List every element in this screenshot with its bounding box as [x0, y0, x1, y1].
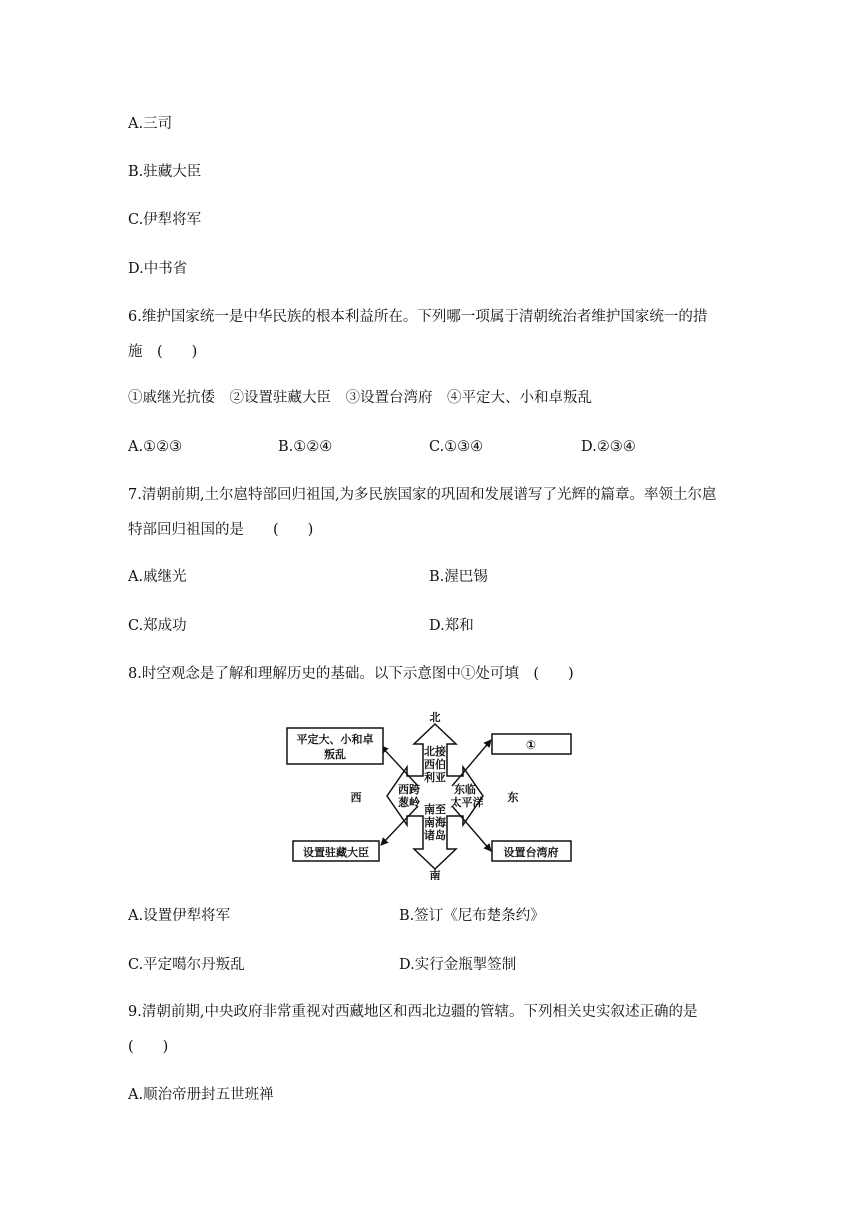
compass-east: 东 [507, 791, 519, 804]
q5-option-d: D.中书省 [128, 261, 188, 277]
q6-items: ①戚继光抗倭 ②设置驻藏大臣 ③设置台湾府 ④平定大、小和卓叛乱 [128, 390, 592, 406]
q5-option-b: B.驻藏大臣 [128, 164, 202, 180]
q9-stem-line1: 9.清朝前期,中央政府非常重视对西藏地区和西北边疆的管辖。下列相关史实叙述正确的是 [128, 1004, 698, 1020]
north-arrow-label-3: 利亚 [424, 771, 446, 784]
q7-option-a: A.戚继光 [128, 569, 187, 585]
q8-option-c: C.平定噶尔丹叛乱 [128, 957, 245, 973]
q5-option-c: C.伊犁将军 [128, 212, 202, 228]
q8-option-d: D.实行金瓶掣签制 [399, 957, 517, 973]
compass-north: 北 [429, 711, 441, 724]
box-ne-label: ① [525, 738, 537, 752]
north-arrow-label-1: 北接 [424, 745, 446, 758]
west-arrow-label-2: 葱岭 [398, 796, 420, 809]
q8-stem: 8.时空观念是了解和理解历史的基础。以下示意图中①处可填 ( ) [128, 666, 574, 682]
box-sw-label: 设置驻藏大臣 [303, 846, 369, 859]
q7-option-d: D.郑和 [429, 618, 474, 634]
south-arrow-label-3: 诸岛 [424, 829, 446, 842]
q6-option-c: C.①③④ [429, 439, 484, 455]
compass-south: 南 [429, 869, 441, 880]
q6-stem-line1: 6.维护国家统一是中华民族的根本利益所在。下列哪一项属于清朝统治者维护国家统一的措 [128, 309, 708, 325]
north-arrow-label-2: 西伯 [424, 758, 446, 771]
q7-option-c: C.郑成功 [128, 618, 187, 634]
q7-stem-line2: 特部回归祖国的是 ( ) [128, 522, 314, 538]
q7-stem-line1: 7.清朝前期,土尔扈特部回归祖国,为多民族国家的巩固和发展谱写了光辉的篇章。率领土尔扈 [128, 487, 717, 503]
q8-option-b: B.签订《尼布楚条约》 [399, 908, 545, 924]
east-arrow-label-2: 太平洋 [450, 796, 484, 809]
south-arrow-label-1: 南至 [424, 803, 446, 816]
box-nw-label-2: 叛乱 [324, 748, 346, 761]
q6-option-a: A.①②③ [128, 439, 183, 455]
q8-option-a: A.设置伊犁将军 [128, 908, 231, 924]
q9-option-a: A.顺治帝册封五世班禅 [128, 1087, 274, 1103]
box-nw-label-1: 平定大、小和卓 [296, 733, 374, 746]
compass-west: 西 [350, 791, 362, 804]
q7-option-b: B.渥巴锡 [429, 569, 488, 585]
east-arrow-label-1: 东临 [454, 783, 476, 796]
q6-option-b: B.①②④ [278, 439, 333, 455]
west-arrow-label-1: 西跨 [398, 783, 420, 796]
q6-option-d: D.②③④ [581, 439, 636, 455]
south-arrow-label-2: 南海 [424, 816, 446, 829]
q5-option-a: A.三司 [128, 116, 173, 132]
q9-stem-line2: ( ) [128, 1039, 169, 1055]
box-se-label: 设置台湾府 [503, 846, 559, 859]
q6-stem-line2: 施 ( ) [128, 344, 198, 360]
territory-diagram [285, 708, 585, 880]
